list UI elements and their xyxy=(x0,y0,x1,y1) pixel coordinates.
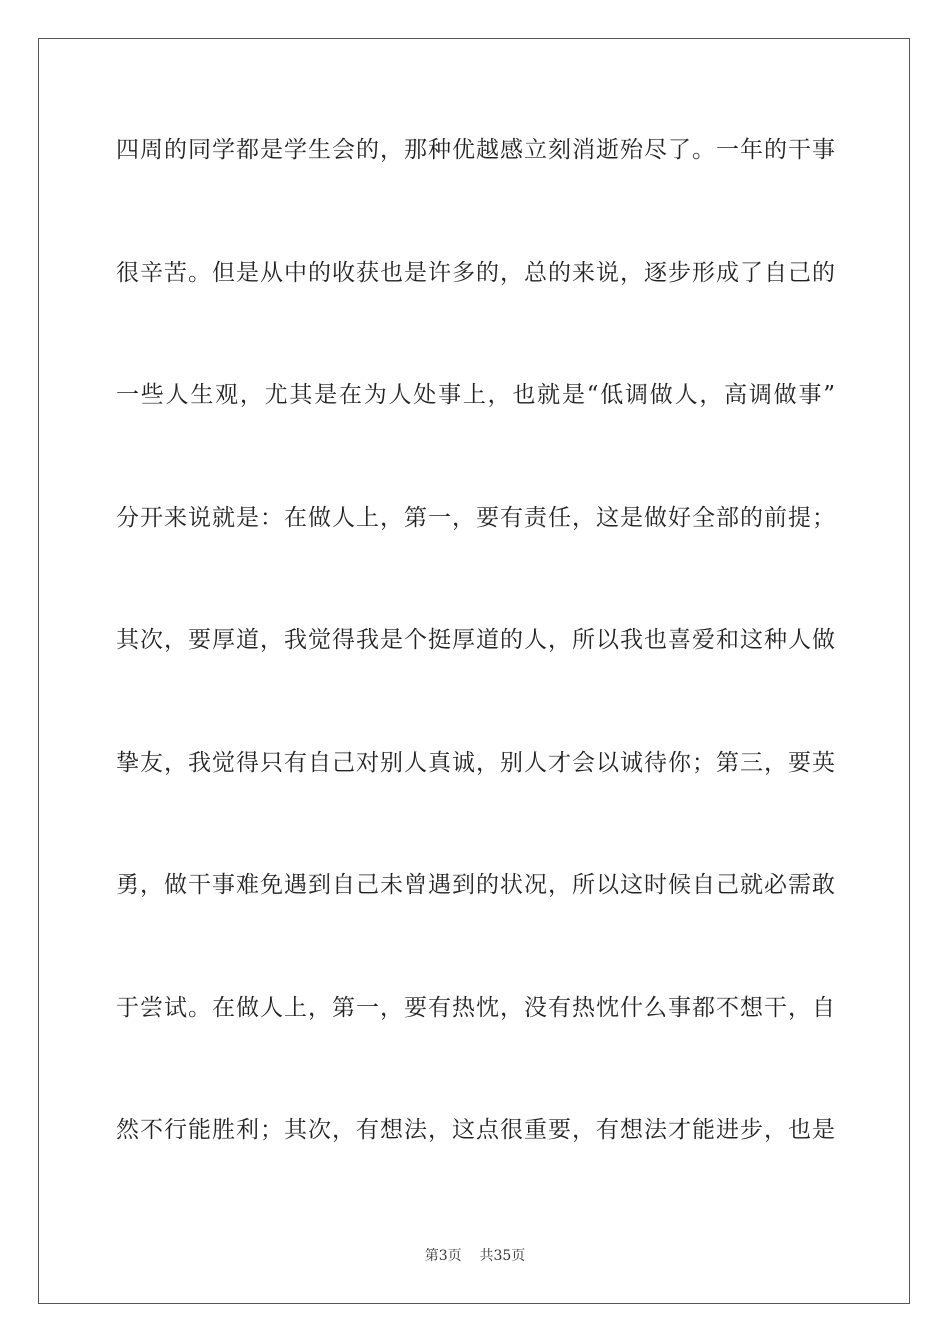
page-number: 第3页 xyxy=(424,1248,462,1264)
page-total: 共35页 xyxy=(479,1248,526,1264)
paragraph-line: 于尝试。在做人上，第一，要有热忱，没有热忱什么事都不想干，自 xyxy=(116,994,836,1021)
page-footer xyxy=(0,1245,950,1265)
document-body xyxy=(116,128,836,1231)
paragraph-line: 然不行能胜利；其次，有想法，这点很重要，有想法才能进步，也是 xyxy=(116,1117,836,1143)
paragraph-line: 四周的同学都是学生会的，那种优越感立刻消逝殆尽了。一年的干事 xyxy=(116,137,836,163)
paragraph-line: 一些人生观，尤其是在为人处事上，也就是“低调做人，高调做事” xyxy=(116,382,836,408)
paragraph-line: 其次，要厚道，我觉得我是个挺厚道的人，所以我也喜爱和这种人做 xyxy=(116,627,836,653)
paragraph-line: 勇，做干事难免遇到自己未曾遇到的状况，所以这时候自己就必需敢 xyxy=(116,872,836,898)
paragraph-line: 分开来说就是：在做人上，第一，要有责任，这是做好全部的前提； xyxy=(116,504,836,531)
paragraph-line: 挚友，我觉得只有自己对别人真诚，别人才会以诚待你；第三，要英 xyxy=(116,749,836,776)
paragraph-line: 很辛苦。但是从中的收获也是许多的，总的来说，逐步形成了自己的 xyxy=(116,259,836,286)
